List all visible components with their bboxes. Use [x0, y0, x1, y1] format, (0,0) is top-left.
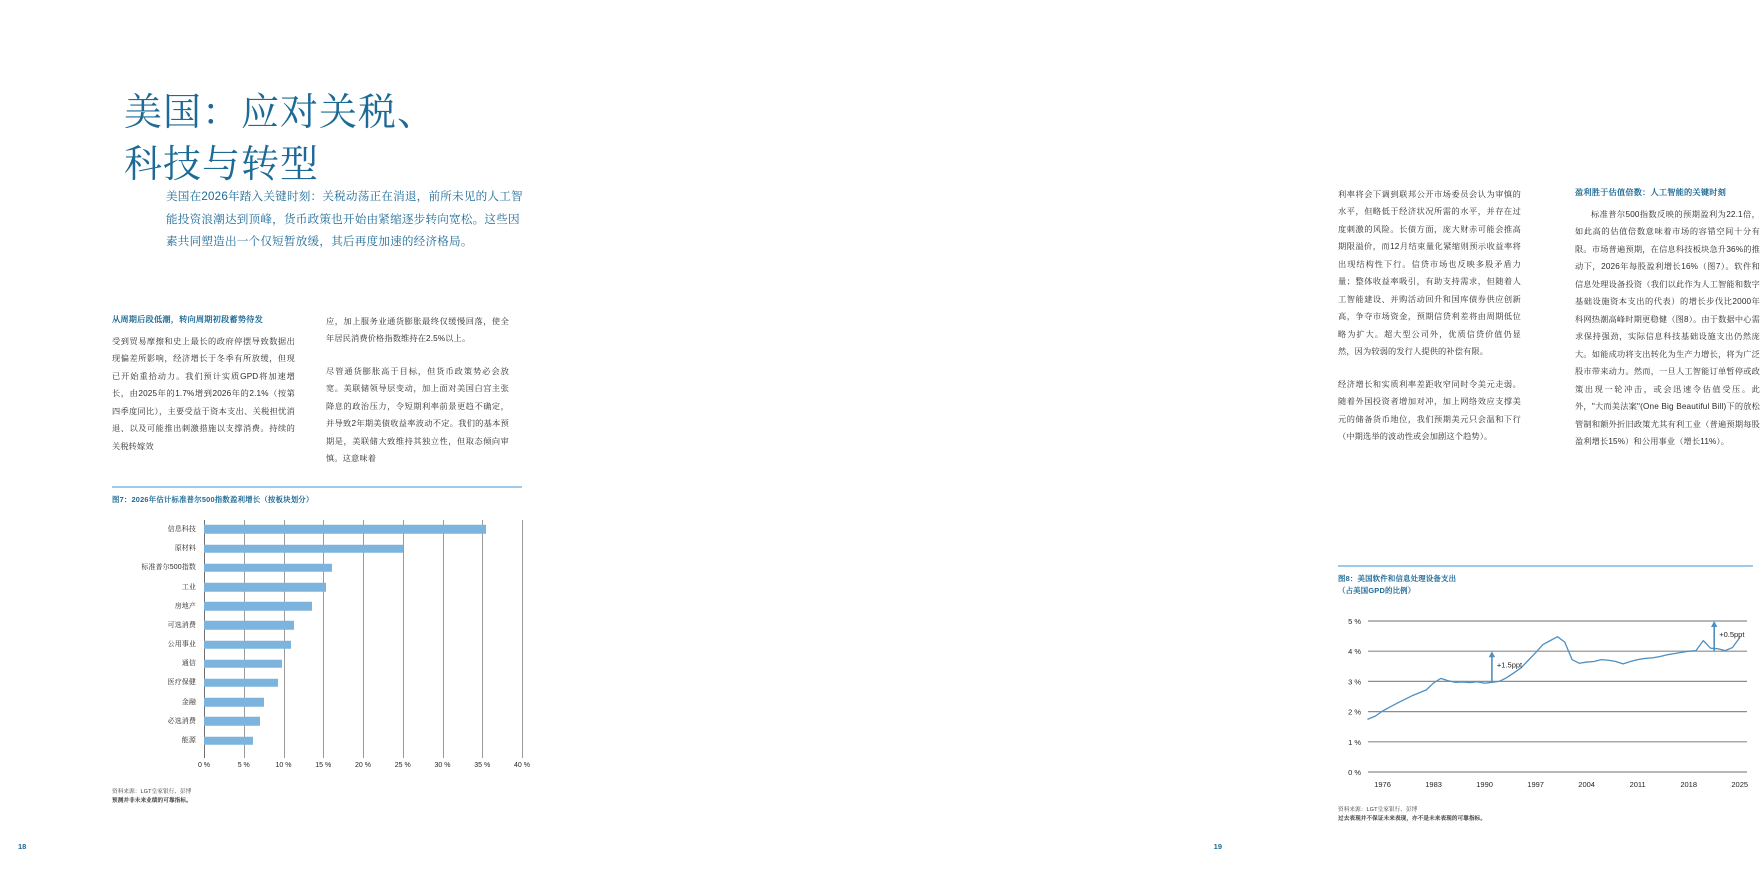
figure-7-x-axis: [197, 760, 530, 776]
left-column-1-paragraph-1: 受到贸易摩擦和史上最长的政府停摆导致数据出现偏差所影响，经济增长于冬季有所放缓，但现已开始重拾动力。我们预计实质GPD将加速增长，由2025年的1.7%增到2026年的2.1%（按第四季度同比），主要受益于资本支出、关税担忧消退、以及可能推出刺激措施以支撑消费。持续的关税转嫁效: [112, 336, 295, 451]
bar-track: [204, 616, 522, 635]
bar-row: [112, 520, 522, 539]
figure-8-plot: [1338, 613, 1753, 798]
x-tick-label: 20 %: [355, 761, 371, 769]
line-series: [1368, 636, 1740, 718]
figure-8-source-line-1: 资料来源：LGT皇家银行、彭博: [1338, 806, 1418, 813]
left-column-2-paragraph-1: 应，加上服务业通货膨胀最终仅缓慢回落，使全年居民消费价格指数维持在2.5%以上。: [326, 317, 509, 344]
left-page: [0, 0, 620, 876]
x-tick-label: 2025: [1731, 779, 1749, 789]
figure-8-source-line-2: 过去表现并不保证未来表现，亦不是未来表现的可靠指标。: [1338, 815, 1487, 822]
bar-fill: [204, 717, 260, 726]
bar-category-label: 房地产: [174, 602, 196, 610]
figure-8-title-line-1: 图8：美国软件和信息处理设备支出: [1338, 574, 1457, 583]
bar-track: [204, 520, 522, 539]
x-tick-label: 40 %: [514, 761, 530, 769]
bar-fill: [204, 640, 291, 649]
x-tick-label: 5 %: [237, 761, 250, 769]
bar-category-label: 医疗保健: [167, 679, 196, 687]
figure-8-svg: [1338, 613, 1753, 798]
annotation-arrowhead: [1489, 651, 1495, 657]
right-column-2-heading: 盈利胜于估值倍数：人工智能的关键时刻: [1575, 188, 1726, 197]
x-tick-label: 1976: [1374, 779, 1391, 789]
right-column-1-paragraph-1: 利率将会下调到联邦公开市场委员会认为审慎的水平，但略低于经济状况所需的水平，并存在过度刺激的风险。长债方面，庞大财赤可能会推高期限溢价，而12月结束量化紧缩则预示收益率将出现结构性下行。信贷市场也反映多股矛盾力量；整体收益率吸引，有助支持需求，但随着人工智能建设、并购活动回升和国库债券供应创新高，争夺市场资金，预期信贷利差将由周期低位略为扩大。超大型公司外，优质信贷价值仍显然，因为较弱的发行人提供的补偿有限。: [1338, 190, 1521, 357]
figure-7-source: [112, 788, 522, 806]
bar-fill: [204, 602, 312, 611]
figure-8-source: [1338, 806, 1753, 824]
left-column-1: [112, 313, 295, 455]
x-tick-label: 30 %: [434, 761, 451, 769]
bar-fill: [204, 736, 253, 745]
page-title-line-1: 美国：应对关税、: [124, 92, 437, 135]
bar-fill: [204, 525, 486, 534]
bar-track: [204, 597, 522, 616]
left-column-2-paragraph-2: 尽管通货膨胀高于目标，但货币政策势必会放宽。美联储领导层变动，加上面对美国白宫主张降息的政治压力，令短期利率前景更趋不确定，并导致2年期美债收益率波动不定。我们的基本预期是，美联储大致维持其独立性，但取态倾向审慎。这意味着: [326, 366, 509, 464]
page-title: [124, 88, 544, 191]
lead-paragraph: 美国在2026年踏入关键时刻：关税动荡正在消退，前所未见的人工智能投资浪潮达到顶峰，货币政策也开始由紧缩逐步转向宽松。这些因素共同塑造出一个仅短暂放缓，其后再度加速的经济格局。: [166, 190, 523, 249]
bar-row: [112, 635, 522, 654]
bar-row: [112, 693, 522, 712]
bar-category-label: 能源: [181, 737, 196, 744]
y-tick-label: 5 %: [1348, 616, 1361, 626]
bar-fill: [204, 660, 282, 669]
bar-row: [112, 712, 522, 731]
right-column-2-paragraph-1: 标准普尔500指数反映的预期盈利为22.1倍，如此高的估值倍数意味着市场的容错空间十分有限。市场普遍预期，在信息科技板块急升36%的推动下，2026年每股盈利增长16%（图7）。软件和信息处理设备投资（我们以此作为人工智能和数字基础设施资本支出的代表）的增长步伐比2000年科网热潮高峰时期更稳健（图8）。由于数据中心需求保持强劲，实际信息科技基础设施支出仍然庞大。如能成功将支出转化为生产力增长，将为广泛股市带来动力。然而，一旦人工智能订单暂停或政策出现一轮冲击，或会迅速令估值受压。此外，"大而美法案"(One Big Beautiful Bill)下的放松管制和额外折旧政策尤其有利工业（普遍预期每股盈利增长15%）和公用事业（增长11%）。: [1575, 209, 1760, 447]
figure-8-title: [1338, 573, 1753, 597]
annotation-arrowhead: [1711, 621, 1717, 627]
right-column-1: [1338, 186, 1521, 446]
y-tick-label: 4 %: [1348, 646, 1361, 656]
bar-category-label: 必选消费: [167, 717, 196, 725]
bar-row: [112, 577, 522, 596]
bar-category-label: 工业: [181, 583, 196, 591]
x-tick-label: 1983: [1425, 779, 1442, 789]
left-column-1-heading: 从周期后段低潮，转向周期初段蓄势待发: [112, 315, 263, 324]
bar-fill: [204, 583, 326, 592]
y-tick-label: 3 %: [1348, 677, 1361, 687]
bar-track: [204, 558, 522, 577]
figure-7-bars: [112, 520, 522, 758]
bar-fill: [204, 679, 278, 688]
bar-track: [204, 539, 522, 558]
x-tick-label: 2011: [1629, 779, 1646, 789]
bar-category-label: 信息科技: [167, 525, 196, 533]
bar-track: [204, 635, 522, 654]
folio-left: 18: [18, 842, 27, 851]
figure-7-title: 图7：2026年估计标准普尔500指数盈利增长（按板块划分）: [112, 495, 314, 504]
bar-fill: [204, 698, 264, 707]
right-page: [620, 0, 1760, 876]
bar-track: [204, 654, 522, 673]
bar-row: [112, 731, 522, 750]
x-tick-label: 1990: [1476, 779, 1493, 789]
figure-8-rule: [1338, 565, 1753, 567]
bar-track: [204, 577, 522, 596]
x-tick-label: 2004: [1578, 779, 1595, 789]
bar-category-label: 通信: [181, 660, 196, 668]
figure-7: [112, 486, 530, 806]
right-column-2: [1575, 186, 1760, 451]
gridline: [522, 520, 523, 758]
folio-right: 19: [1213, 842, 1222, 851]
bar-fill: [204, 544, 403, 553]
bar-track: [204, 731, 522, 750]
annotation-label: +1.5ppt: [1496, 659, 1523, 669]
bar-category-label: 原材料: [174, 545, 196, 553]
x-tick-label: 35 %: [474, 761, 491, 769]
bar-category-label: 金融: [181, 698, 196, 706]
left-column-2: [326, 313, 509, 468]
x-tick-label: 10 %: [275, 761, 292, 769]
x-tick-label: 1997: [1527, 779, 1544, 789]
x-tick-label: 2018: [1680, 779, 1698, 789]
right-column-1-paragraph-2: 经济增长和实质利率差距收窄同时令美元走弱。随着外国投资者增加对冲，加上网络效应支撑美元的储备货币地位，我们预期美元只会温和下行（中期选举的波动性或会加剧这个趋势）。: [1338, 379, 1521, 442]
x-tick-label: 15 %: [315, 761, 332, 769]
figure-7-source-line-2: 预测并非未来业绩的可靠指标。: [112, 798, 192, 805]
x-tick-label: 0 %: [197, 761, 211, 769]
bar-category-label: 可选消费: [167, 621, 196, 629]
bar-row: [112, 558, 522, 577]
figure-7-plot: [112, 520, 530, 780]
x-tick-label: 25 %: [394, 761, 411, 769]
figure-7-rule: [112, 486, 522, 488]
bar-row: [112, 673, 522, 692]
bar-row: [112, 616, 522, 635]
figure-8-title-line-2: （占美国GPD的比例）: [1338, 585, 1416, 595]
bar-fill: [204, 621, 294, 630]
y-tick-label: 0 %: [1348, 767, 1361, 777]
bar-row: [112, 597, 522, 616]
figure-7-source-line-1: 资料来源：LGT皇家银行、彭博: [112, 788, 192, 795]
bar-track: [204, 712, 522, 731]
annotation-label: +0.5ppt: [1719, 629, 1745, 639]
bar-row: [112, 654, 522, 673]
bar-category-label: 公用事业: [167, 641, 196, 649]
y-tick-label: 1 %: [1348, 737, 1361, 747]
page-title-line-2: 科技与转型: [124, 144, 320, 187]
bar-row: [112, 539, 522, 558]
bar-track: [204, 693, 522, 712]
figure-8: [1338, 565, 1753, 824]
bar-category-label: 标准普尔500指数: [141, 564, 196, 572]
bar-track: [204, 673, 522, 692]
bar-fill: [204, 564, 332, 573]
y-tick-label: 2 %: [1348, 707, 1361, 717]
